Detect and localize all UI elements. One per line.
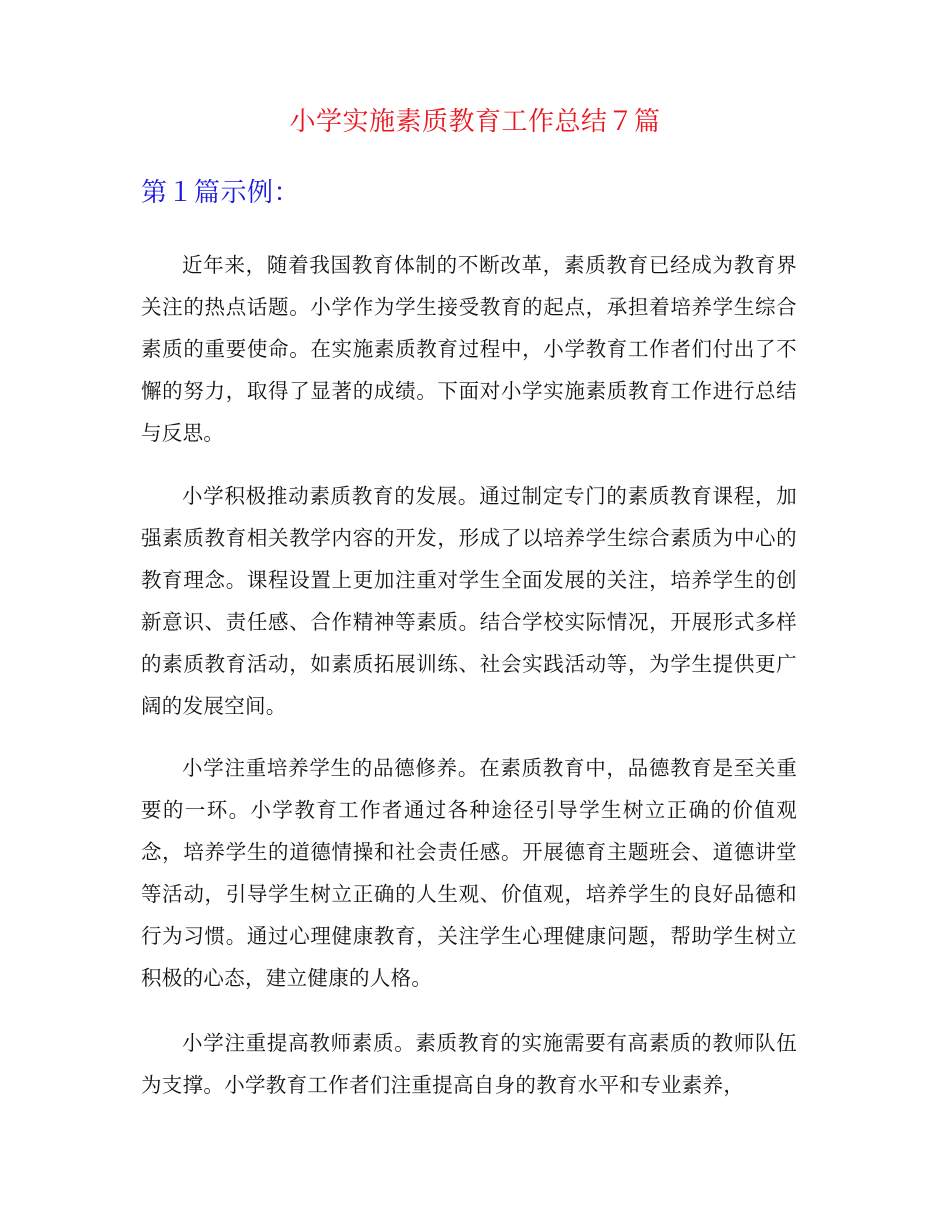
- section-heading: 第１篇示例：: [141, 178, 301, 208]
- paragraph-2: 小学积极推动素质教育的发展。通过制定专门的素质教育课程，加强素质教育相关教学内容的开发，形成了以培养学生综合素质为中心的教育理念。课程设置上更加注重对学生全面发展的关注，培养学生的创新意识、责任感、合作精神等素质。结合学校实际情况，开展形式多样的素质教育活动，如素质拓展训练、社会实践活动等，为学生提供更广阔的发展空间。: [141, 484, 797, 718]
- paragraph-4: 小学注重提高教师素质。素质教育的实施需要有高素质的教师队伍为支撑。小学教育工作者们注重提高自身的教育水平和专业素养，: [141, 1031, 797, 1097]
- paragraph-3: 小学注重培养学生的品德修养。在素质教育中，品德教育是至关重要的一环。小学教育工作者通过各种途径引导学生树立正确的价值观念，培养学生的道德情操和社会责任感。开展德育主题班会、道德讲堂等活动，引导学生树立正确的人生观、价值观，培养学生的良好品德和行为习惯。通过心理健康教育，关注学生心理健康问题，帮助学生树立积极的心态，建立健康的人格。: [141, 756, 797, 990]
- paragraph-1: 近年来，随着我国教育体制的不断改革，素质教育已经成为教育界关注的热点话题。小学作为学生接受教育的起点，承担着培养学生综合素质的重要使命。在实施素质教育过程中，小学教育工作者们付出了不懈的努力，取得了显著的成绩。下面对小学实施素质教育工作进行总结与反思。: [141, 253, 797, 445]
- document-title: 小学实施素质教育工作总结７篇: [289, 107, 661, 137]
